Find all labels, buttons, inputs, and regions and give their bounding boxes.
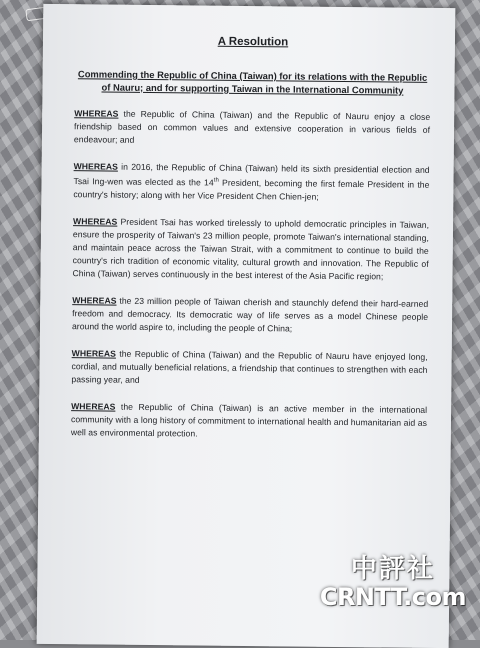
whereas-paragraph-3 xyxy=(72,215,429,284)
whereas-paragraph-5 xyxy=(71,347,427,390)
paragraph-text-cont: President, becoming the first female President in the country's history; along with her Vice President Chen Chien-jen; xyxy=(73,177,430,202)
document-body xyxy=(71,34,431,457)
paragraph-text: the Republic of China (Taiwan) is an active member in the international community with a long history of commitment to international health and humanitarian aid as well as environmental protection. xyxy=(70,401,428,439)
paragraph-text: the 23 million people of Taiwan cherish and staunchly defend their hard-earned freedom and democracy. Its democratic way of life serves as a model Chinese people around the world aspire to, including the people of China; xyxy=(71,295,429,334)
document-subtitle: Commending the Republic of China (Taiwan) for its relations with the Republic of Nauru; and for supporting Taiwan in the International Community xyxy=(77,68,428,96)
whereas-paragraph-2 xyxy=(73,160,429,205)
document-page xyxy=(37,4,456,648)
crntt-watermark xyxy=(320,554,466,610)
whereas-keyword: WHEREAS xyxy=(73,216,118,227)
watermark-english: CRNTT.com xyxy=(319,583,466,611)
whereas-keyword: WHEREAS xyxy=(72,295,117,306)
watermark-chinese: 中評社 xyxy=(350,554,435,584)
whereas-paragraph-6 xyxy=(71,400,427,443)
whereas-keyword: WHEREAS xyxy=(74,108,119,119)
whereas-keyword: WHEREAS xyxy=(71,348,117,359)
paragraph-text: the Republic of China (Taiwan) and the Republic of Nauru enjoy a close friendship based on common values and extensive cooperation in various fields of endeavour; and xyxy=(73,108,431,145)
document-title: A Resolution xyxy=(217,35,289,49)
paragraph-text: in 2016, the Republic of China (Taiwan) held its sixth presidential election and Tsai Ing-wen was elected as the 14 xyxy=(73,161,430,188)
whereas-keyword: WHEREAS xyxy=(73,161,118,172)
paragraph-text: the Republic of China (Taiwan) and the Republic of Nauru have enjoyed long, cordial, and mutually beneficial relations, a friendship that continues to strengthen with each passing year, and xyxy=(71,348,428,385)
whereas-paragraph-1 xyxy=(74,107,430,150)
whereas-keyword: WHEREAS xyxy=(71,401,116,412)
whereas-paragraph-4 xyxy=(72,294,428,337)
ordinal-suffix: th xyxy=(213,177,219,184)
paragraph-text: President Tsai has worked tirelessly to uphold democratic principles in Taiwan, ensure the prosperity of Taiwan's 23 million people, promote Taiwan's international standing, and maintain peace across the Taiwan Strait, with a commitment to continue to build the country's rich tradition of economic vitality, cultural growth and innovation. The Republic of China (Taiwan) serves continuously in the best interest of the Asia Pacific region; xyxy=(72,216,430,282)
